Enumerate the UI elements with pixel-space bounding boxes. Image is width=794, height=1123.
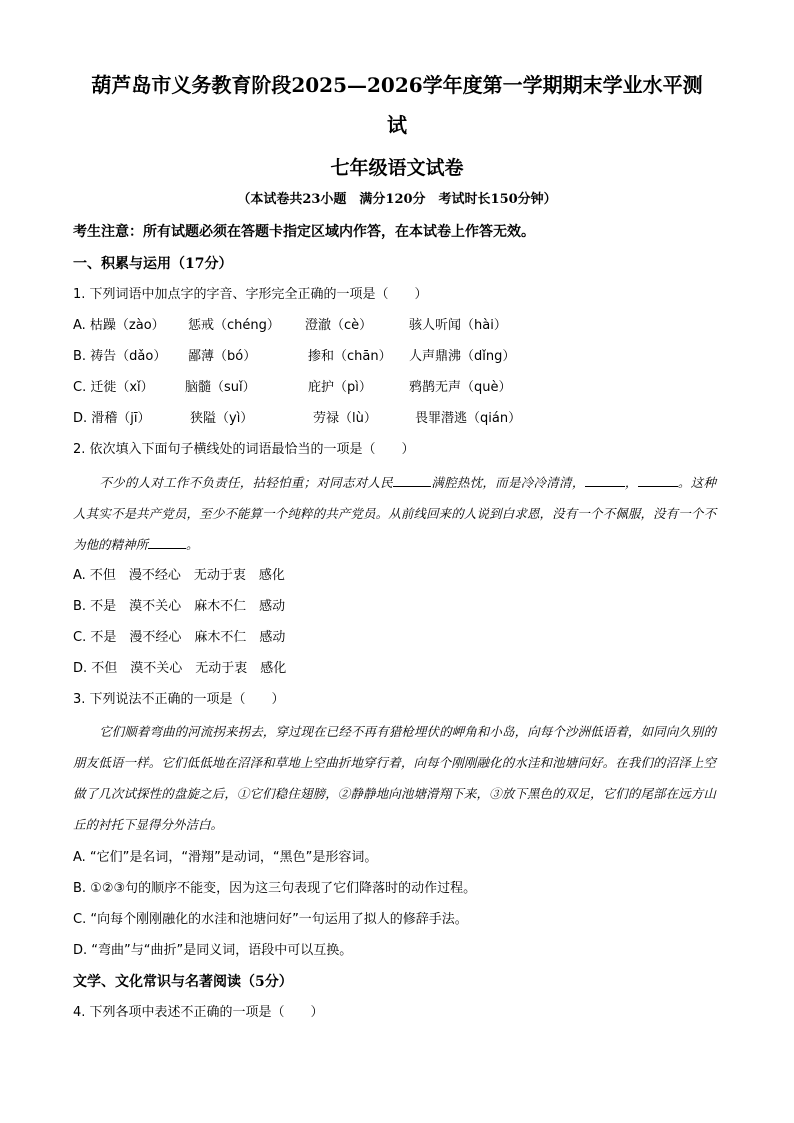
option-word: 狭隘（yì） [190, 411, 254, 426]
question-3-option-d: D. “弯曲”与“曲折”是同义词，语段中可以互换。 [73, 943, 353, 958]
question-3-option-a: A. “它们”是名词，“滑翔”是动词，“黑色”是形容词。 [73, 850, 378, 865]
passage-text: 。 [186, 537, 199, 552]
option-word: 鸦鹊无声（què） [409, 380, 512, 395]
exam-title-line-2: 试 [387, 113, 407, 137]
option-word: 庇护（pì） [308, 380, 372, 395]
option-word: 人声鼎沸（dǐng） [409, 349, 516, 364]
section-2-heading: 文学、文化常识与名著阅读（5分） [73, 974, 293, 990]
question-4-stem: 4. 下列各项中表述不正确的一项是（ ） [73, 1005, 324, 1020]
option-word: 脑髓（suǐ） [185, 380, 256, 395]
question-3-passage [73, 716, 716, 840]
option-word: C. 迁徙（xǐ） [73, 380, 154, 395]
option-word: A. 枯躁（zào） [73, 318, 165, 333]
passage-text: 满腔热忱，而是冷冷清清， [431, 475, 585, 490]
exam-notice: 考生注意：所有试题必须在答题卡指定区域内作答，在本试卷上作答无效。 [73, 224, 535, 240]
section-1-heading: 一、积累与运用（17分） [73, 256, 233, 272]
answer-blank [393, 474, 431, 487]
option-word: 澄澈（cè） [305, 318, 373, 333]
passage-text: ， [624, 475, 638, 490]
answer-blank [148, 536, 186, 549]
exam-title-line-1: 葫芦岛市义务教育阶段2025—2026学年度第一学期期末学业水平测 [91, 73, 703, 97]
question-3-stem: 3. 下列说法不正确的一项是（ ） [73, 692, 285, 707]
question-2-option-c: C. 不是 漫不经心 麻木不仁 感动 [73, 630, 286, 645]
option-word: 掺和（chān） [308, 349, 392, 364]
exam-info: （本试卷共23小题 满分120分 考试时长150分钟） [237, 192, 557, 207]
question-2-option-a: A. 不但 漫不经心 无动于衷 感化 [73, 568, 285, 583]
exam-subtitle: 七年级语文试卷 [330, 157, 464, 179]
passage-text: 它们顺着弯曲的河流拐来拐去，穿过现在已经不再有猎枪埋伏的岬角和小岛，向每个沙洲低语着，如同向久别的朋友低语一样。它们低低地在沼泽和草地上空曲折地穿行着，向每个刚刚融化的水洼和池塘问好。在我们的沼泽上空做了几次试探性的盘旋之后，①它们稳住翅膀，②静静地向池塘滑翔下来，③放下黑色的双足，它们的尾部在远方山丘的衬托下显得分外洁白。 [73, 724, 716, 832]
question-1-stem: 1. 下列词语中加点字的字音、字形完全正确的一项是（ ） [73, 287, 428, 302]
passage-text: 。这种人其实不是共产党员，至少不能算一个纯粹的共产党员。从前线回来的人说到白求恩，没有一个不佩服，没有一个不为他的精神所 [73, 475, 716, 552]
option-word: 劳禄（lù） [313, 411, 377, 426]
option-word: 惩戒（chéng） [188, 318, 280, 333]
question-2-stem: 2. 依次填入下面句子横线处的词语最恰当的一项是（ ） [73, 442, 415, 457]
answer-blank [585, 474, 625, 487]
question-3-option-c: C. “向每个刚刚融化的水洼和池塘问好”一句运用了拟人的修辞手法。 [73, 912, 468, 927]
option-word: D. 滑稽（jī） [73, 411, 151, 426]
question-2-option-d: D. 不但 漠不关心 无动于衷 感化 [73, 661, 287, 676]
question-2-option-b: B. 不是 漠不关心 麻木不仁 感动 [73, 599, 286, 614]
option-word: 骇人听闻（hài） [409, 318, 507, 333]
answer-blank [638, 474, 678, 487]
question-2-passage [73, 467, 716, 560]
option-word: 畏罪潜逃（qián） [415, 411, 522, 426]
question-3-option-b: B. ①②③句的顺序不能变，因为这三句表现了它们降落时的动作过程。 [73, 881, 477, 896]
option-word: B. 祷告（dǎo） [73, 349, 167, 364]
option-word: 鄙薄（bó） [188, 349, 257, 364]
passage-text: 不少的人对工作不负责任，拈轻怕重；对同志对人民 [99, 475, 394, 490]
